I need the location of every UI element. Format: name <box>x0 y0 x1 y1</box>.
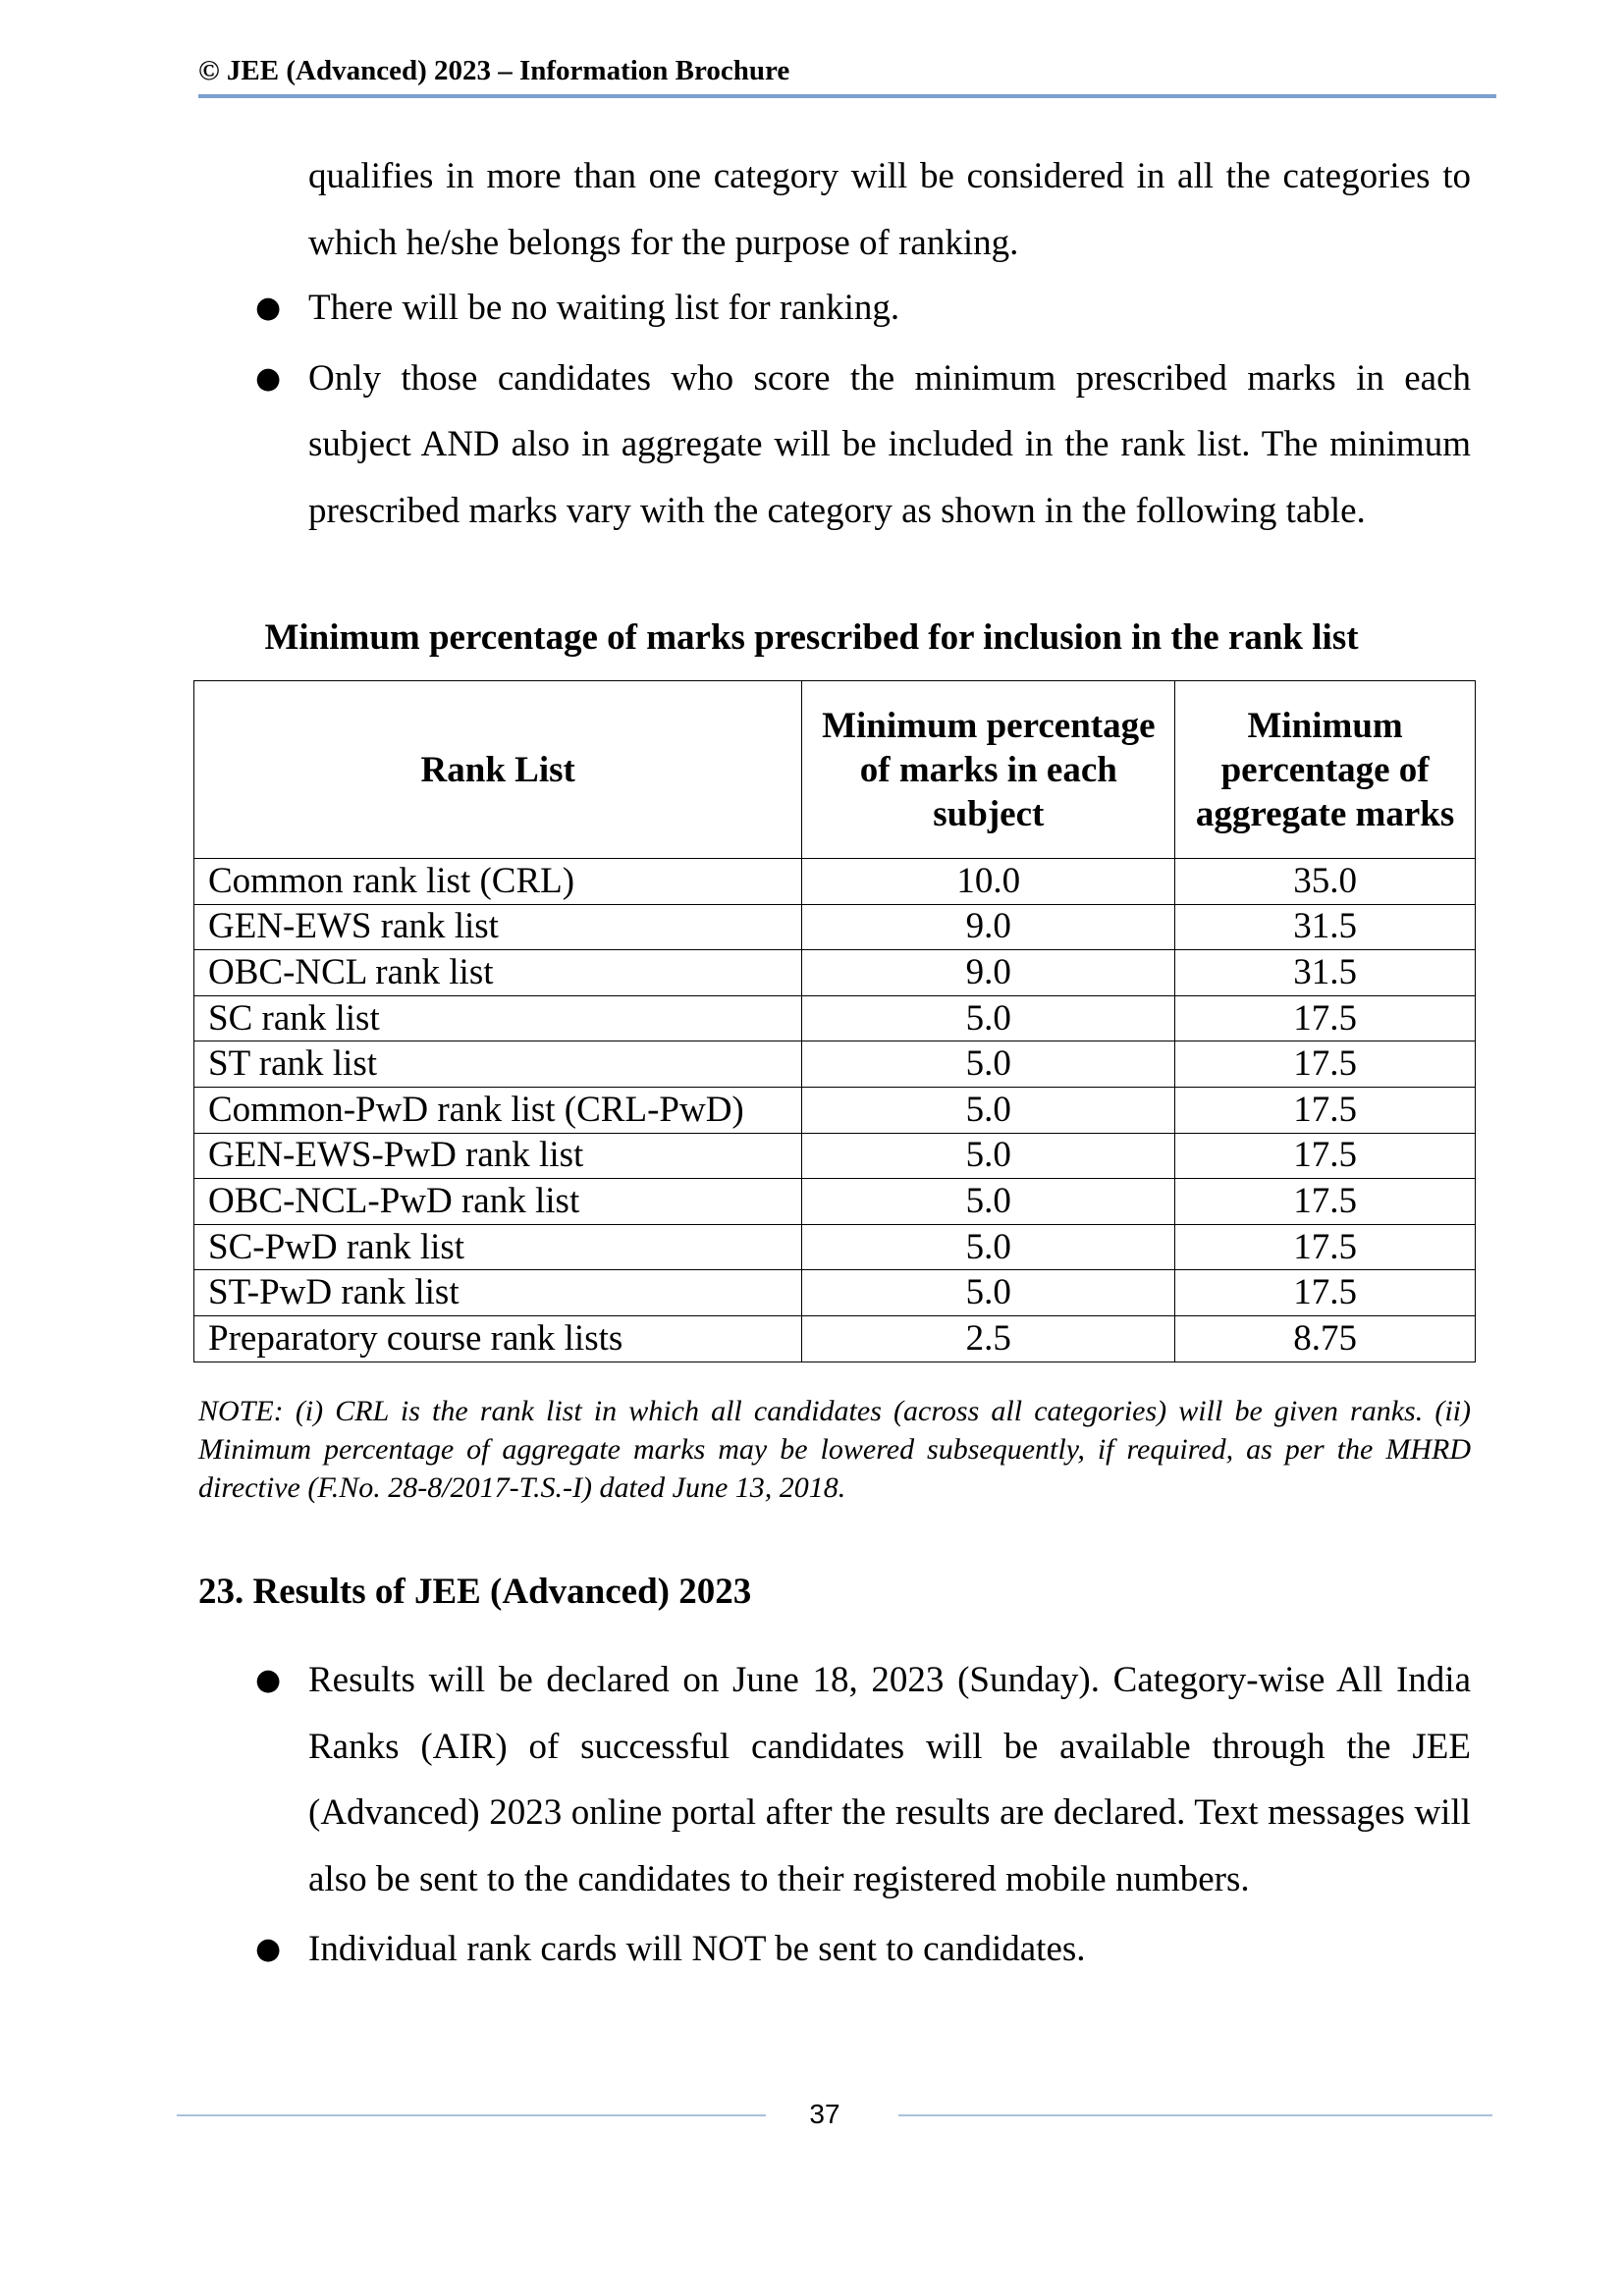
min-subject-cell: 9.0 <box>802 950 1175 996</box>
bullet-list-ranking <box>255 275 1471 548</box>
min-aggregate-cell: 31.5 <box>1175 950 1476 996</box>
rank-list-cell: GEN-EWS rank list <box>194 904 802 950</box>
min-aggregate-cell: 17.5 <box>1175 1041 1476 1088</box>
min-subject-cell: 5.0 <box>802 1087 1175 1133</box>
rank-list-cell: ST rank list <box>194 1041 802 1088</box>
min-subject-cell: 5.0 <box>802 995 1175 1041</box>
min-subject-cell: 9.0 <box>802 904 1175 950</box>
min-subject-cell: 5.0 <box>802 1224 1175 1270</box>
rank-list-cell: OBC-NCL rank list <box>194 950 802 996</box>
min-aggregate-cell: 31.5 <box>1175 904 1476 950</box>
min-aggregate-cell: 17.5 <box>1175 1133 1476 1179</box>
list-item <box>255 346 1471 545</box>
min-aggregate-cell: 8.75 <box>1175 1315 1476 1362</box>
min-subject-cell: 2.5 <box>802 1315 1175 1362</box>
table-row <box>194 1315 1476 1362</box>
rank-list-cell: SC-PwD rank list <box>194 1224 802 1270</box>
rank-list-cell: ST-PwD rank list <box>194 1270 802 1316</box>
min-subject-cell: 5.0 <box>802 1041 1175 1088</box>
page-number: 37 <box>809 2099 840 2129</box>
bullet-icon: ● <box>255 291 282 325</box>
bullet-text: Results will be declared on June 18, 2023 (Sunday). Category-wise All India Ranks (AIR) of successful candidates will be available through the JEE (Advanced) 2023 online portal after the results are declared. Text messages will also be sent to the candidates to their registered mobile numbers. <box>308 1660 1471 1899</box>
table-row <box>194 1133 1476 1179</box>
rank-list-cell: GEN-EWS-PwD rank list <box>194 1133 802 1179</box>
table-row <box>194 1041 1476 1088</box>
min-aggregate-cell: 17.5 <box>1175 1179 1476 1225</box>
table-body <box>194 859 1476 1362</box>
min-aggregate-cell: 17.5 <box>1175 995 1476 1041</box>
table-row <box>194 1224 1476 1270</box>
min-subject-cell: 5.0 <box>802 1179 1175 1225</box>
table-note: NOTE: (i) CRL is the rank list in which all candidates (across all categories) will be given ranks. (ii) Minimum percentage of aggregate marks may be lowered subsequently, if required, as per the MHRD directive (F.No. 28-8/2017-T.S.-I) dated June 13, 2018. <box>198 1395 1471 1504</box>
rank-list-cell: Common-PwD rank list (CRL-PwD) <box>194 1087 802 1133</box>
table-row <box>194 995 1476 1041</box>
document-header: © JEE (Advanced) 2023 – Information Brochure <box>198 55 790 86</box>
min-aggregate-cell: 35.0 <box>1175 859 1476 905</box>
list-item <box>255 1647 1471 1912</box>
table-caption: Minimum percentage of marks prescribed for inclusion in the rank list <box>264 617 1359 658</box>
min-subject-cell: 5.0 <box>802 1133 1175 1179</box>
min-subject-cell: 10.0 <box>802 859 1175 905</box>
table-row <box>194 859 1476 905</box>
bullet-list-results <box>255 1647 1471 1987</box>
min-aggregate-cell: 17.5 <box>1175 1270 1476 1316</box>
bullet-text: Only those candidates who score the minimum prescribed marks in each subject AND also in aggregate will be included in the rank list. The minimum prescribed marks vary with the category as shown in the following table. <box>308 357 1471 531</box>
table-row <box>194 1087 1476 1133</box>
rank-list-cell: Common rank list (CRL) <box>194 859 802 905</box>
min-subject-cell: 5.0 <box>802 1270 1175 1316</box>
table-header-row <box>194 681 1476 859</box>
footer-rule-right <box>898 2114 1492 2116</box>
rank-list-cell: Preparatory course rank lists <box>194 1315 802 1362</box>
column-header-min-aggregate: Minimum percentage of aggregate marks <box>1175 681 1476 859</box>
header-rule <box>198 94 1496 98</box>
continued-paragraph: qualifies in more than one category will be considered in all the categories to which he/she belongs for the purpose of ranking. <box>308 156 1471 263</box>
column-header-min-subject: Minimum percentage of marks in each subject <box>802 681 1175 859</box>
rank-list-cell: SC rank list <box>194 995 802 1041</box>
bullet-icon: ● <box>255 1932 282 1966</box>
bullet-text: There will be no waiting list for ranking. <box>308 288 900 328</box>
min-aggregate-cell: 17.5 <box>1175 1224 1476 1270</box>
bullet-icon: ● <box>255 1663 282 1697</box>
minimum-marks-table <box>193 680 1476 1362</box>
rank-list-cell: OBC-NCL-PwD rank list <box>194 1179 802 1225</box>
bullet-icon: ● <box>255 360 282 396</box>
table-row <box>194 1179 1476 1225</box>
table-row <box>194 1270 1476 1316</box>
list-item <box>255 275 1471 342</box>
list-item <box>255 1916 1471 1983</box>
column-header-rank-list: Rank List <box>194 681 802 859</box>
table-row <box>194 904 1476 950</box>
min-aggregate-cell: 17.5 <box>1175 1087 1476 1133</box>
table-row <box>194 950 1476 996</box>
section-heading: 23. Results of JEE (Advanced) 2023 <box>198 1572 752 1612</box>
footer-rule-left <box>177 2114 766 2116</box>
bullet-text: Individual rank cards will NOT be sent to candidates. <box>308 1929 1086 1969</box>
